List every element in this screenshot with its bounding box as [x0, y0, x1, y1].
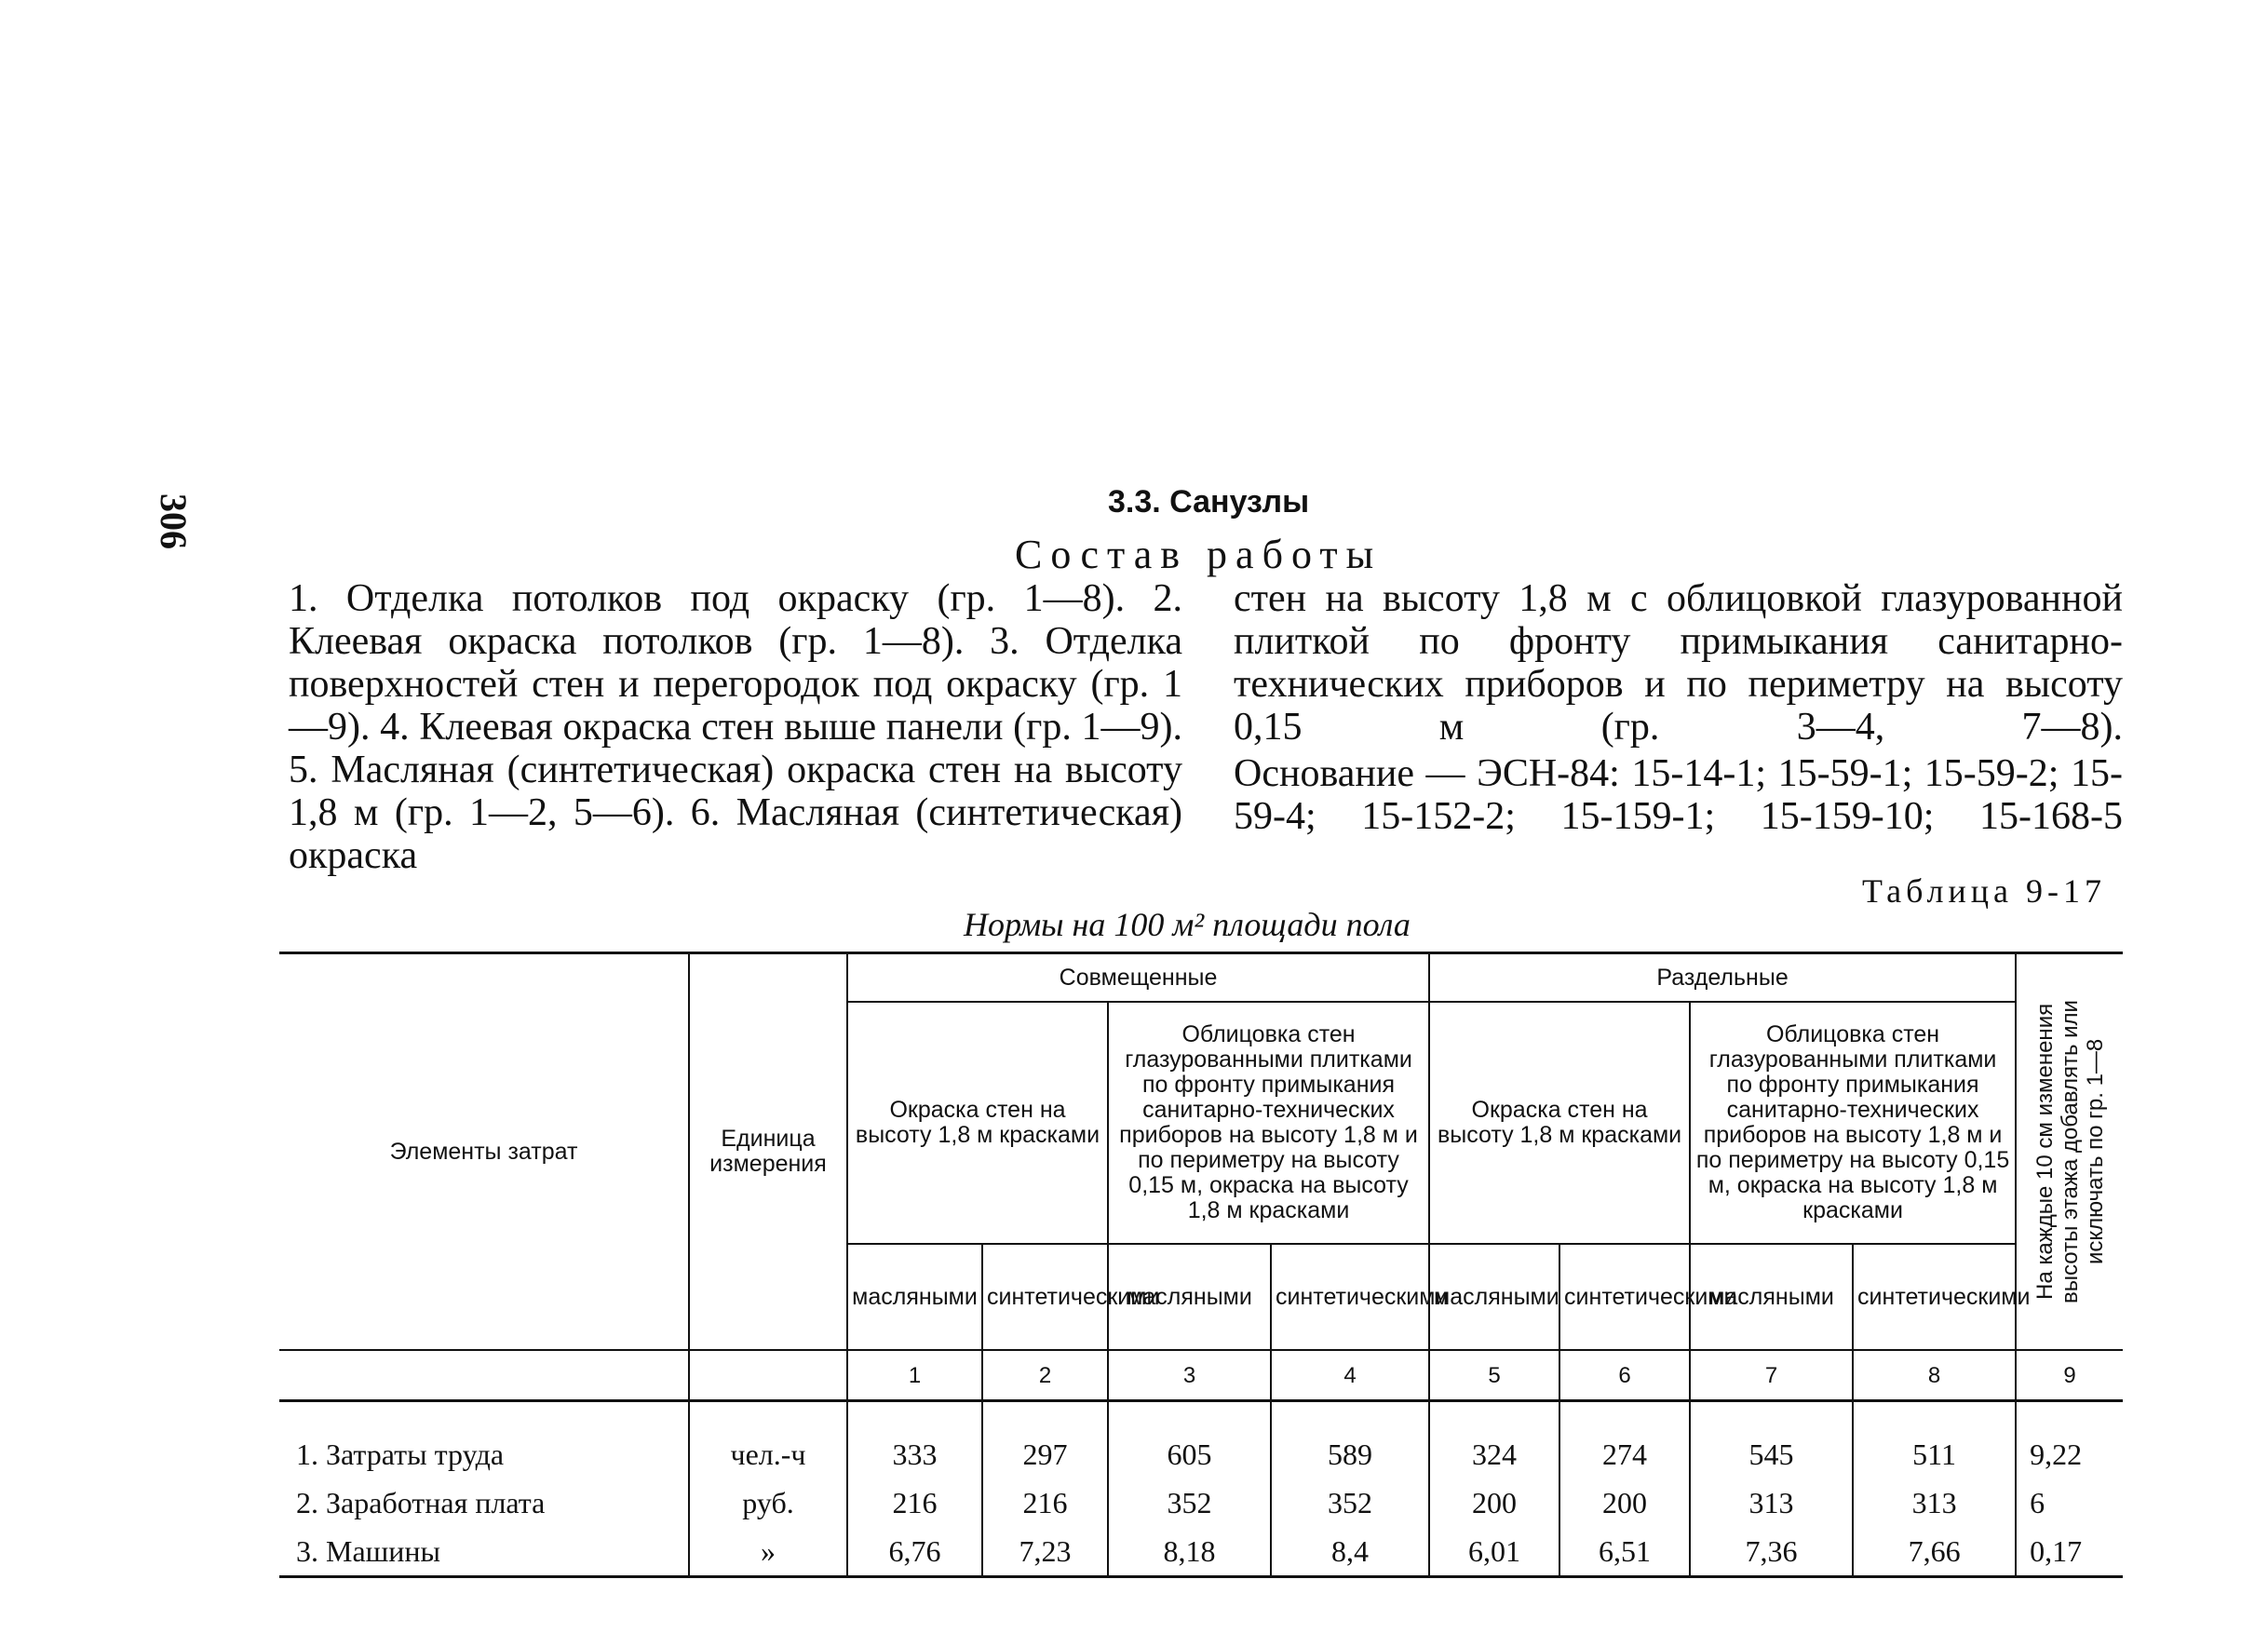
table-caption: Нормы на 100 м² площади пола [964, 906, 1411, 943]
column-number: 7 [1690, 1350, 1853, 1401]
separate-painting-header: Окраска стен на высоту 1,8 м красками [1429, 1002, 1690, 1244]
table-row [279, 1401, 2123, 1479]
basis-text: Основание — ЭСН-84: 15-14-1; 15-59-1; 15-59-2; 15-59-4; 15-152-2; 15-159-1; 15-159-10; 15-168-5 [1234, 752, 2123, 838]
value-cell: 352 [1271, 1478, 1429, 1527]
paint-synthetic-header: синтетическими [1853, 1244, 2016, 1350]
value-cell: 313 [1690, 1478, 1853, 1527]
work-composition-text-left: 1. Отделка потолков под окраску (гр. 1—8). 2. Клеевая окраска потолков (гр. 1—8). 3. Отделка поверхностей стен и перегородок под окраску (гр. 1—9). 4. Клеевая окраска стен выше панели (гр. 1—9). 5. Масляная (синтетическая) окраска стен на высоту 1,8 м (гр. 1—2, 5—6). 6. Масляная (синтетическая) окраска [289, 577, 1182, 877]
value-cell: 200 [1559, 1478, 1690, 1527]
paint-oil-header: масляными [847, 1244, 982, 1350]
per-10cm-header [2016, 953, 2123, 1351]
value-cell: 7,23 [982, 1527, 1108, 1577]
column-number: 6 [1559, 1350, 1690, 1401]
value-cell: 6,01 [1429, 1527, 1559, 1577]
element-cell: 3. Машины [279, 1527, 689, 1577]
value-cell: 8,4 [1271, 1527, 1429, 1577]
column-number-blank [689, 1350, 847, 1401]
separate-cladding-header: Облицовка стен глазурованными плитками по фронту примыкания санитарно-технических приборов на высоту 1,8 м и по периметру на высоту 0,15 м, окраска на высоту 1,8 м красками [1690, 1002, 2016, 1244]
value-cell: 8,18 [1108, 1527, 1271, 1577]
value-cell: 545 [1690, 1401, 1853, 1479]
elements-header: Элементы затрат [279, 953, 689, 1351]
column-number: 1 [847, 1350, 982, 1401]
work-composition-continuation: стен на высоту 1,8 м с облицовкой глазурованной плиткой по фронту примыкания санитарно-технических приборов и по периметру на высоту 0,15 м (гр. 3—4, 7—8). [1234, 577, 2123, 749]
column-number: 2 [982, 1350, 1108, 1401]
combined-header: Совмещенные [847, 953, 1429, 1003]
page-number: 306 [153, 493, 195, 549]
paint-oil-header: масляными [1108, 1244, 1271, 1350]
element-cell: 1. Затраты труда [279, 1401, 689, 1479]
per-10cm-header-text: На каждые 10 см изменения высоты этажа добавлять или исключать по гр. 1—8 [2032, 1000, 2108, 1303]
value-cell: 0,17 [2016, 1527, 2123, 1577]
composition-heading: Состав работы [1015, 532, 1383, 577]
value-cell: 333 [847, 1401, 982, 1479]
value-cell: 274 [1559, 1401, 1690, 1479]
paint-synthetic-header: синтетическими [1559, 1244, 1690, 1350]
value-cell: 7,36 [1690, 1527, 1853, 1577]
column-number: 5 [1429, 1350, 1559, 1401]
value-cell: 589 [1271, 1401, 1429, 1479]
value-cell: 9,22 [2016, 1401, 2123, 1479]
value-cell: 313 [1853, 1478, 2016, 1527]
value-cell: 352 [1108, 1478, 1271, 1527]
value-cell: 605 [1108, 1401, 1271, 1479]
column-number-blank [279, 1350, 689, 1401]
combined-painting-header: Окраска стен на высоту 1,8 м красками [847, 1002, 1108, 1244]
value-cell: 324 [1429, 1401, 1559, 1479]
table-row [279, 1478, 2123, 1527]
paint-synthetic-header: синтетическими [982, 1244, 1108, 1350]
unit-cell: чел.-ч [689, 1401, 847, 1479]
norms-table [279, 952, 2123, 1578]
column-number-row [279, 1350, 2123, 1401]
section-title: 3.3. Санузлы [1108, 484, 1310, 520]
paint-synthetic-header: синтетическими [1271, 1244, 1429, 1350]
value-cell: 511 [1853, 1401, 2016, 1479]
unit-cell: руб. [689, 1478, 847, 1527]
header-row-groups [279, 953, 2123, 1003]
table-number: Таблица 9-17 [1862, 872, 2106, 910]
unit-header: Единица измерения [689, 953, 847, 1351]
separate-header: Раздельные [1429, 953, 2016, 1003]
unit-cell: » [689, 1527, 847, 1577]
element-cell: 2. Заработная плата [279, 1478, 689, 1527]
value-cell: 7,66 [1853, 1527, 2016, 1577]
value-cell: 216 [847, 1478, 982, 1527]
value-cell: 6,51 [1559, 1527, 1690, 1577]
combined-cladding-header: Облицовка стен глазурованными плитками по фронту примыкания санитарно-технических приборов на высоту 1,8 м и по периметру на высоту 0,15 м, окраска на высоту 1,8 м красками [1108, 1002, 1429, 1244]
value-cell: 6 [2016, 1478, 2123, 1527]
value-cell: 216 [982, 1478, 1108, 1527]
value-cell: 297 [982, 1401, 1108, 1479]
column-number: 9 [2016, 1350, 2123, 1401]
value-cell: 200 [1429, 1478, 1559, 1527]
column-number: 3 [1108, 1350, 1271, 1401]
column-number: 8 [1853, 1350, 2016, 1401]
work-composition-text-right [1234, 577, 2123, 838]
value-cell: 6,76 [847, 1527, 982, 1577]
column-number: 4 [1271, 1350, 1429, 1401]
paint-oil-header: масляными [1690, 1244, 1853, 1350]
paint-oil-header: масляными [1429, 1244, 1559, 1350]
table-row [279, 1527, 2123, 1577]
